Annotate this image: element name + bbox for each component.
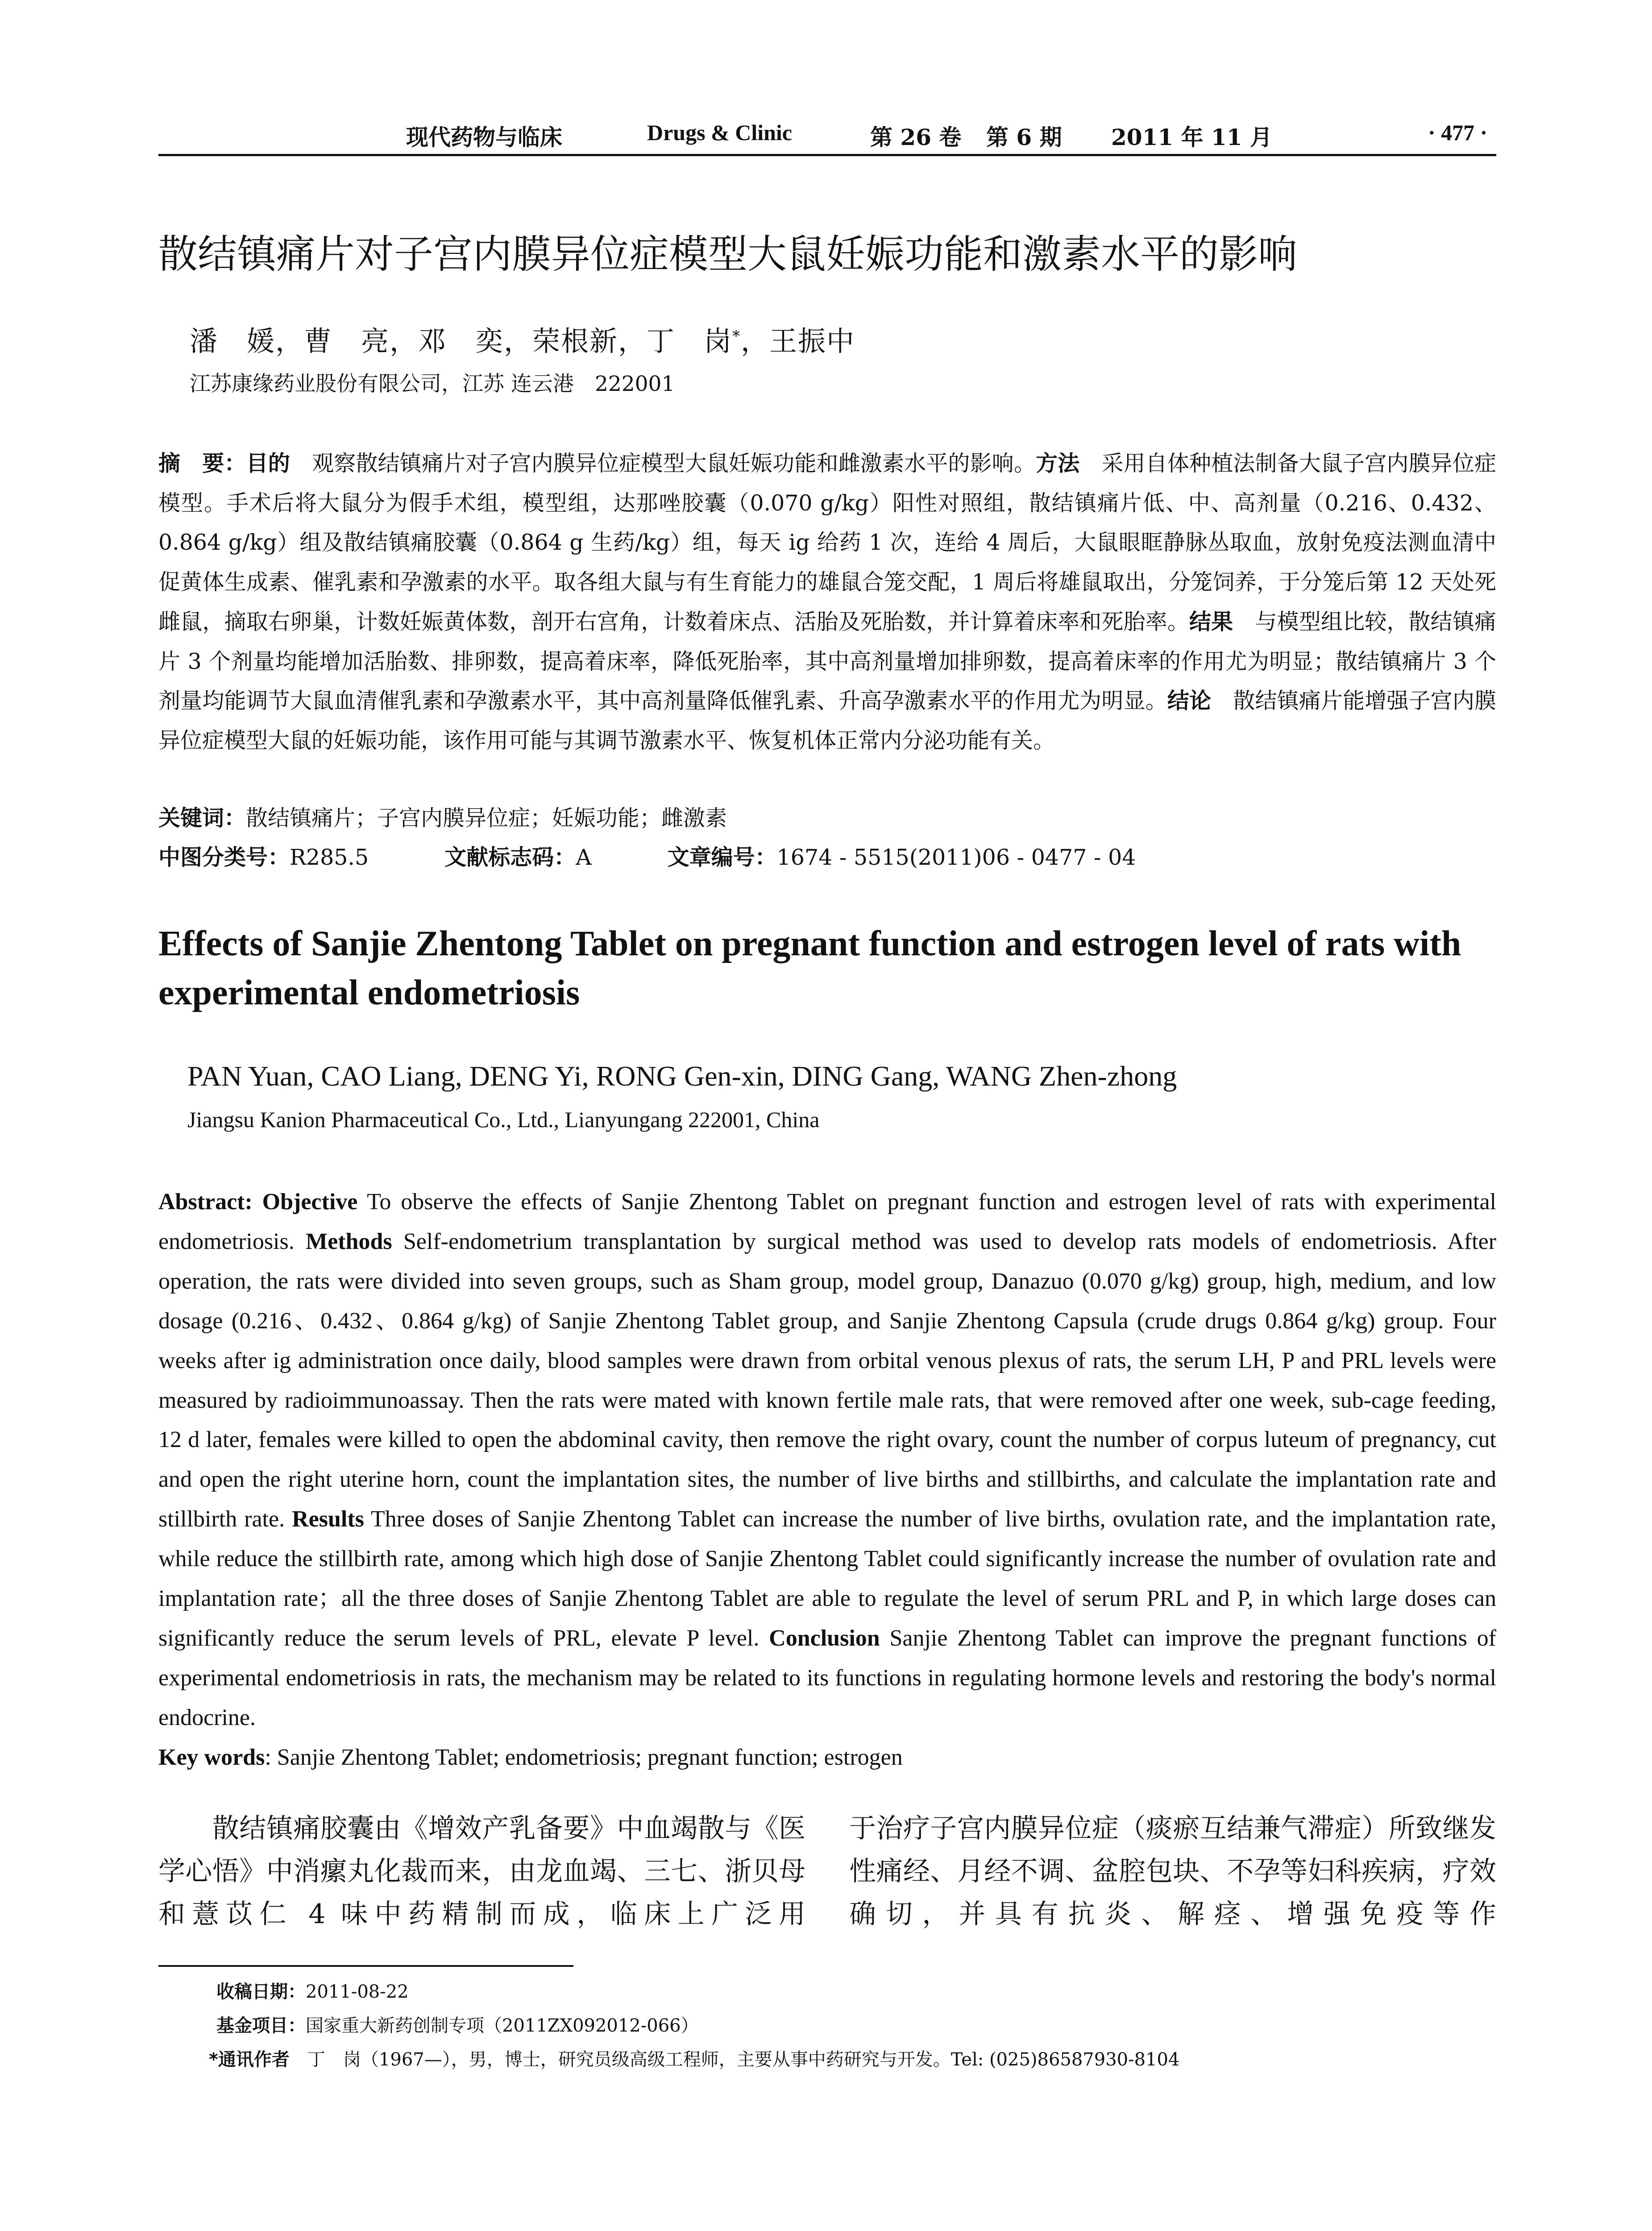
fund-label: 基金项目： [216,2015,306,2036]
issue-date: 2011 年 11 月 [1111,124,1272,150]
chinese-affiliation: 江苏康缘药业股份有限公司，江苏 连云港 222001 [190,372,675,396]
body-column-left: 散结镇痛胶囊由《增效产乳备要》中血竭散与《医学心悟》中消瘰丸化裁而来，由龙血竭、三七、浙贝母和薏苡仁 4 味中药精制而成，临床上广泛用 [158,1813,805,1930]
chinese-abstract [158,444,1496,801]
footnote-fund [216,2011,699,2037]
received-date: 2011-08-22 [306,1982,409,2002]
keywords-text-en: : Sanjie Zhentong Tablet; endometriosis; pregnant function; estrogen [265,1745,903,1770]
corresponding-mark: * [732,327,741,345]
article-id-label: 文章编号： [667,845,777,870]
article-id-value: 1674 - 5515(2011)06 - 0477 - 04 [776,845,1136,870]
results-label-en: Results [292,1506,364,1532]
methods-text-cn: 采用自体种植法制备大鼠子宫内膜异位症模型。手术后将大鼠分为假手术组，模型组，达那唑胶囊（0.070 g/kg）阳性对照组，散结镇痛片低、中、高剂量（0.216、0.432、0.864 g/kg）组及散结镇痛胶囊（0.864 g 生药/kg）组，每天 ig 给药 1 次，连给 4 周后，大鼠眼眶静脉丛取血，放射免疫法测血清中促黄体生成素、催乳素和孕激素的水平。取各组大鼠与有生育能力的雄鼠合笼交配，1 周后将雄鼠取出，分笼饲养，于分笼后第 12 天处死雌鼠，摘取右卵巢，计数妊娠黄体数，剖开右宫角，计数着床点、活胎及死胎数，并计算着床率和死胎率。 [158,451,1496,634]
clc-value: R285.5 [290,845,369,870]
methods-text-en: Self-endometrium transplantation by surgical method was used to develop rats models of endometriosis. After operation, the rats were divided into seven groups, such as Sham group, model group, Danazuo (0.070 g/kg) group, high, medium, and low dosage (0.216、0.432、0.864 g/kg) of Sanjie Zhentong Tablet group, and Sanjie Zhentong Capsula (crude drugs 0.864 g/kg) group. Four weeks after ig administration once daily, blood samples were drawn from orbital venous plexus of rats, the serum LH, P and PRL levels were measured by radioimmunoassay. Then the rats were mated with known fertile male rats, that were removed after one week, sub-cage feeding, 12 d later, females were killed to open the abdominal cavity, then remove the right ovary, count the number of corpus luteum of pregnancy, cut and open the right uterine horn, count the implantation sites, the number of live births and stillbirths, and calculate the implantation rate and stillbirth rate. [158,1228,1497,1532]
volume: 第 26 卷 [870,124,962,150]
objective-text-cn: 观察散结镇痛片对子宫内膜异位症模型大鼠妊娠功能和雌激素水平的影响。 [290,451,1036,476]
doc-code-value: A [576,845,592,870]
abstract-label-en: Abstract: [158,1189,253,1215]
results-text-cn: 与模型组比较，散结镇痛片 3 个剂量均能增加活胎数、排卵数，提高着床率，降低死胎率，其中高剂量增加排卵数，提高着床率的作用尤为明显；散结镇痛片 3 个剂量均能调节大鼠血清催乳素和孕激素水平，其中高剂量降低催乳素、升高孕激素水平的作用尤为明显。 [158,609,1496,714]
footnote-received [216,1978,409,2003]
chinese-authors [190,319,855,359]
page-number: · 477 · [1428,120,1488,145]
objective-text-en: To observe the effects of Sanjie Zhentong Tablet on pregnant function and estrogen level of rats with experimental endometriosis. [158,1189,1496,1254]
english-keywords [158,1738,1496,1778]
journal-name-cn: 现代药物与临床 [406,124,562,150]
conclusion-label-cn: 结论 [1167,688,1212,714]
english-authors: PAN Yuan, CAO Liang, DENG Yi, RONG Gen-xin, DING Gang, WANG Zhen-zhong [187,1060,1177,1092]
corresponding-author-label: *通讯作者 [209,2049,290,2070]
fund-text: 国家重大新药创制专项（2011ZX092012-066） [306,2015,699,2036]
keywords-label-en: Key words [158,1745,265,1770]
conclusion-text-cn: 散结镇痛片能增强子宫内膜异位症模型大鼠的妊娠功能，该作用可能与其调节激素水平、恢复机体正常内分泌功能有关。 [158,688,1496,753]
conclusion-label-en: Conclusion [769,1625,880,1651]
keywords-text-cn: 散结镇痛片；子宫内膜异位症；妊娠功能；雌激素 [246,805,727,831]
running-header [158,120,1496,155]
chinese-author-list: 潘 媛，曹 亮，邓 奕，荣根新，丁 岗 [190,325,733,357]
methods-label-en: Methods [306,1228,392,1254]
corresponding-author-text: 丁 岗（1967—），男，博士，研究员级高级工程师，主要从事中药研究与开发。Tel: (025)86587930-8104 [289,2049,1180,2070]
clc-label: 中图分类号： [158,845,290,870]
english-title: Effects of Sanjie Zhentong Tablet on pregnant function and estrogen level of rats with experimental endometriosis [158,924,1461,1012]
footnote-rule [158,1965,573,1967]
chinese-keywords [158,799,1496,838]
results-text-en: Three doses of Sanjie Zhentong Tablet can increase the number of live births, ovulation rate, and the implantation rate, while reduce the stillbirth rate, among which high dose of Sanjie Zhentong Tablet could significantly increase the number of ovulation rate and implantation rate；all the three doses of Sanjie Zhentong Tablet are able to regulate the level of serum PRL and P, in which large doses can significantly reduce the serum levels of PRL, elevate P level. [158,1506,1497,1651]
keywords-label-cn: 关键词： [158,805,246,831]
journal-name-en: Drugs & Clinic [647,120,792,145]
abstract-label-cn: 摘 要： [158,451,246,476]
header-rule [158,154,1496,156]
objective-label-en: Objective [262,1189,358,1215]
results-label-cn: 结果 [1189,609,1233,634]
received-label: 收稿日期： [216,1982,306,2002]
english-affiliation: Jiangsu Kanion Pharmaceutical Co., Ltd., Lianyungang 222001, China [187,1107,820,1132]
objective-label-cn: 目的 [246,451,290,476]
english-abstract [158,1182,1496,1738]
body-column-right: 于治疗子宫内膜异位症（痰瘀互结兼气滞症）所致继发性痛经、月经不调、盆腔包块、不孕等妇科疾病，疗效确切，并具有抗炎、解痉、增强免疫等作 [849,1813,1496,1930]
issue: 第 6 期 [986,124,1062,150]
classification-line [158,838,1496,878]
chinese-title: 散结镇痛片对子宫内膜异位症模型大鼠妊娠功能和激素水平的影响 [158,231,1298,277]
doc-code-label: 文献标志码： [444,845,576,870]
footnote-corresponding-author [209,2045,1179,2071]
chinese-author-list-tail: ，王振中 [741,325,855,357]
methods-label-cn: 方法 [1035,451,1080,476]
conclusion-text-en: Sanjie Zhentong Tablet can improve the pregnant functions of experimental endometriosis in rats, the mechanism may be related to its functions in regulating hormone levels and restoring the body's normal endocrine. [158,1625,1496,1730]
